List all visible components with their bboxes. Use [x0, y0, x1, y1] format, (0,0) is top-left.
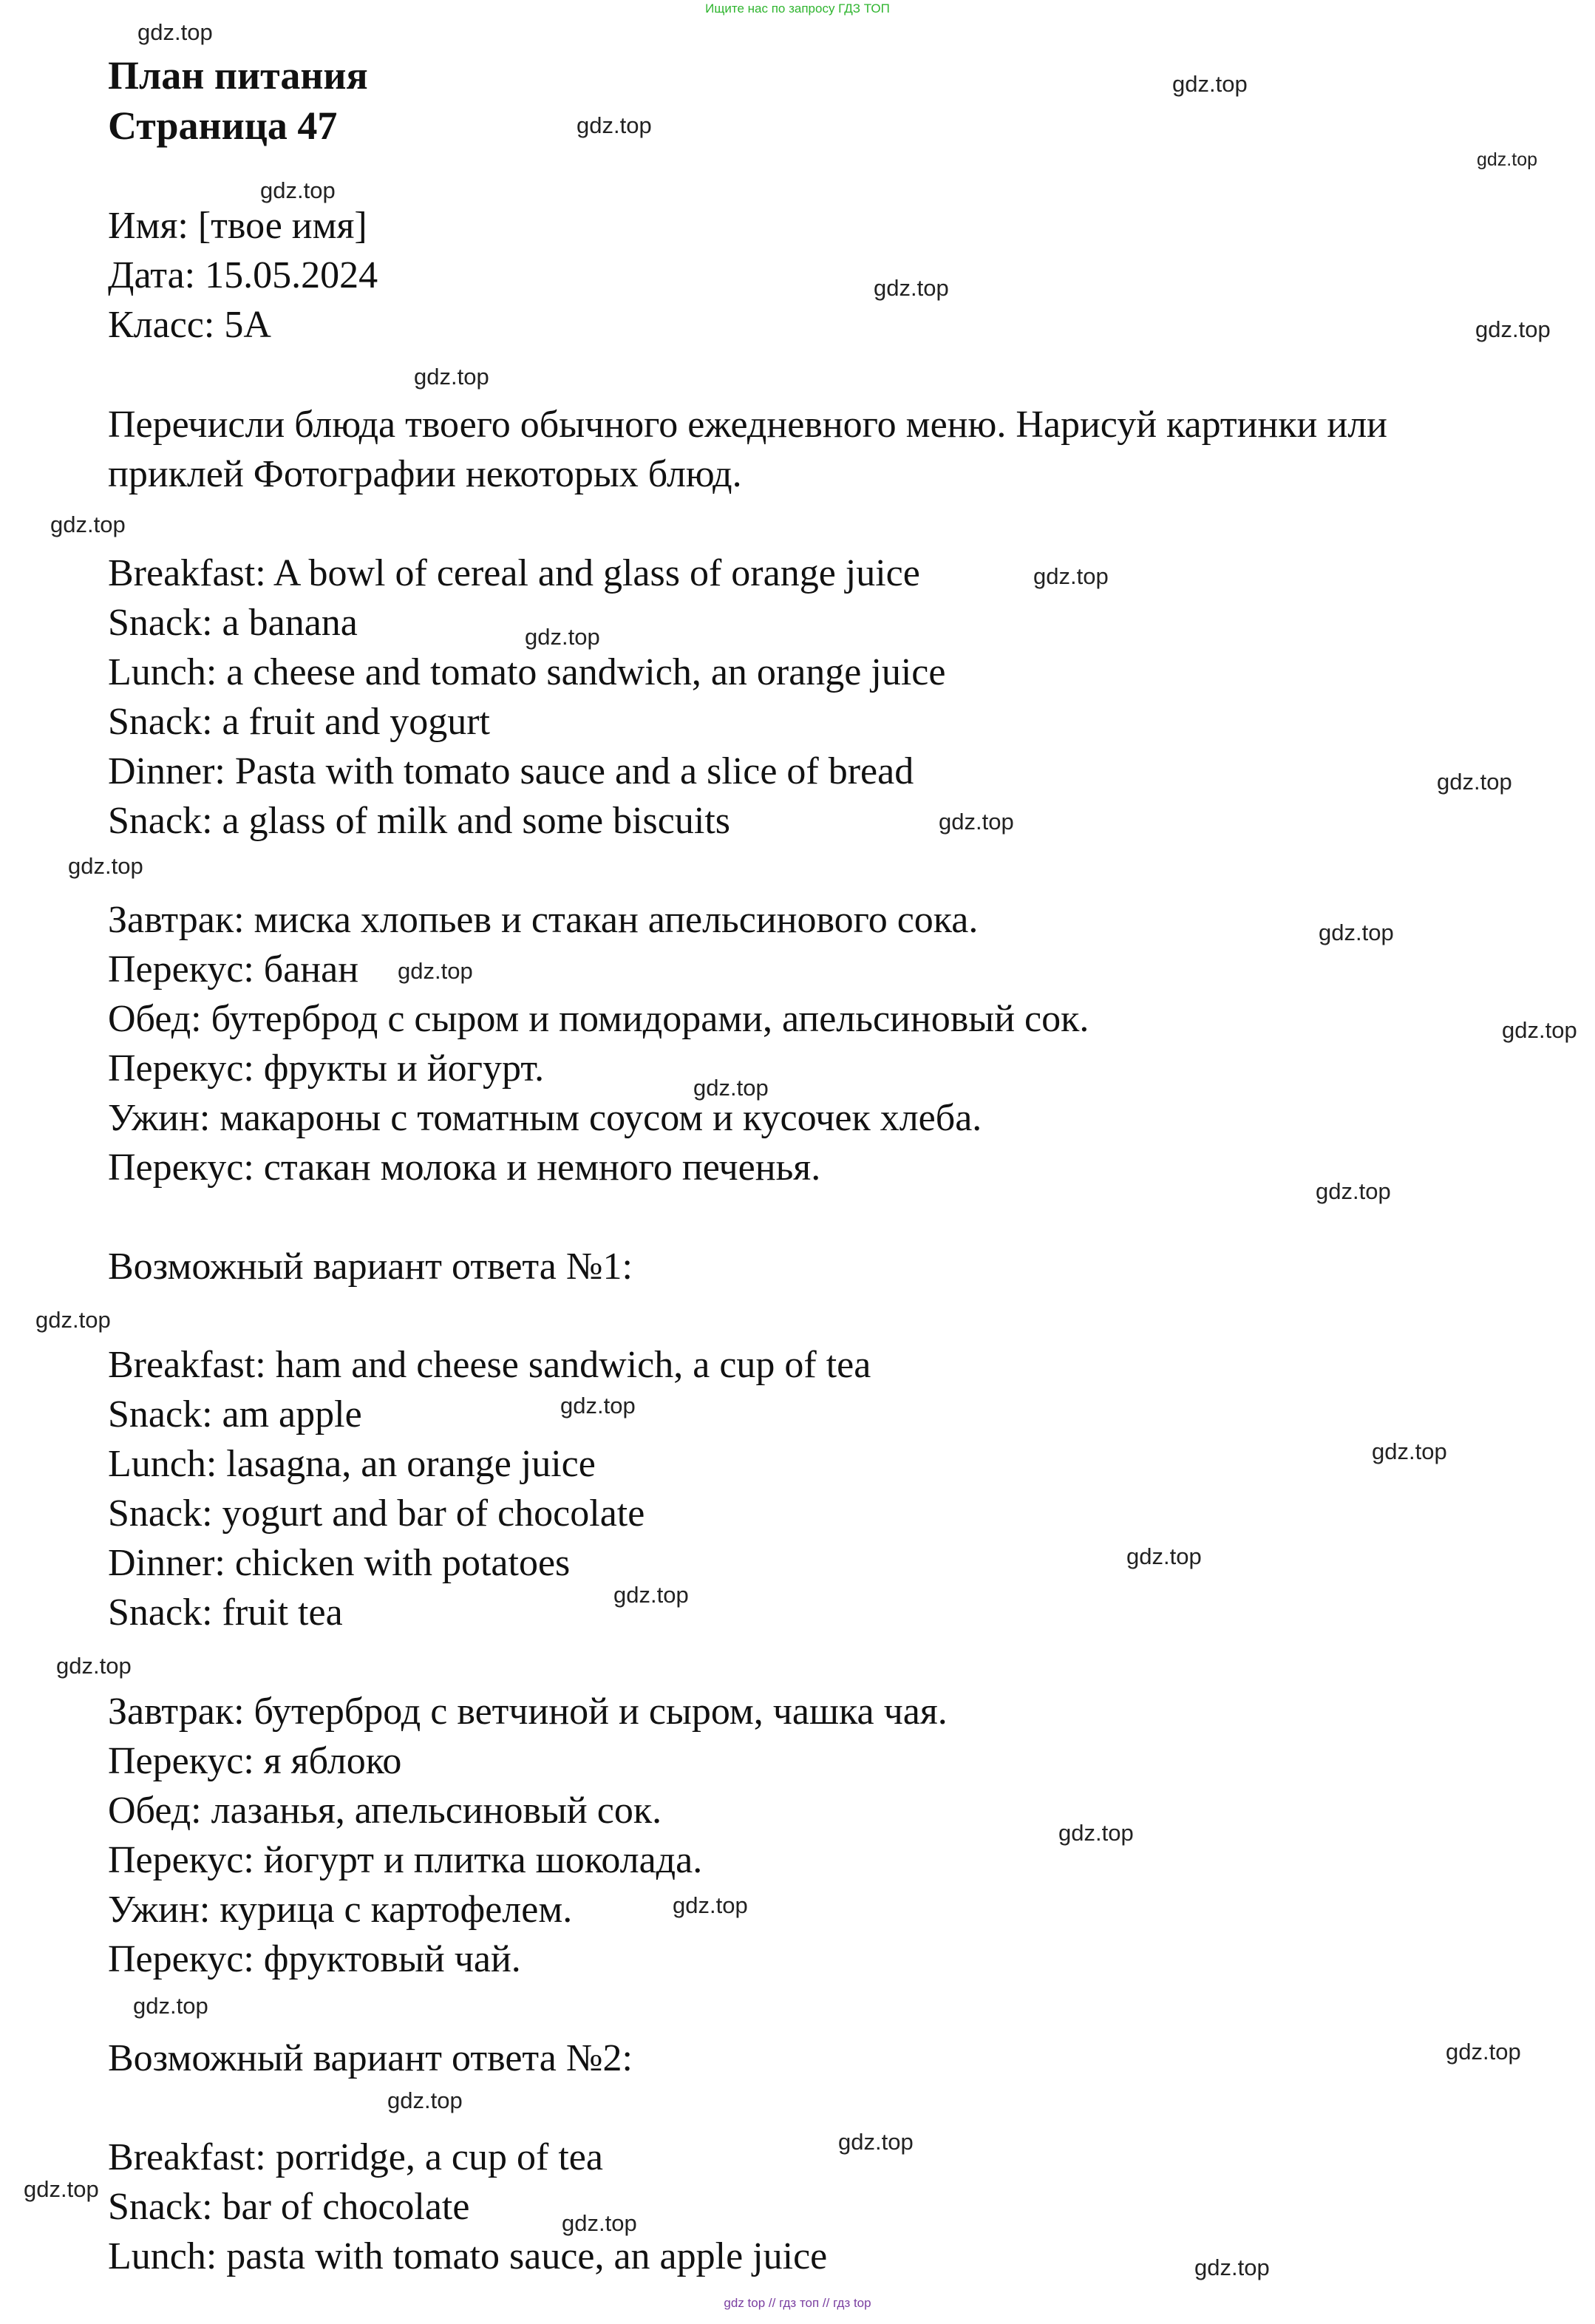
watermark: gdz.top [560, 1393, 636, 1418]
watermark: gdz.top [874, 275, 949, 301]
variant-1-en-dinner: Dinner: chicken with potatoes [108, 1542, 571, 1584]
variant-1-en-snack-1: Snack: am apple [108, 1393, 362, 1435]
watermark: gdz.top [577, 112, 652, 138]
watermark: gdz.top [56, 1653, 132, 1679]
watermark: gdz.top [1316, 1178, 1391, 1204]
watermark: gdz.top [1437, 769, 1512, 795]
menu-en-dinner: Dinner: Pasta with tomato sauce and a slice of bread [108, 750, 914, 792]
watermark: gdz.top [1502, 1017, 1577, 1043]
watermark: gdz.top [939, 809, 1014, 835]
variant-1-ru-snack-3: Перекус: фруктовый чай. [108, 1938, 521, 1980]
watermark: gdz.top [35, 1307, 111, 1333]
bottom-banner[interactable]: gdz top // гдз топ // гдз top [724, 2296, 871, 2310]
watermark: gdz.top [562, 2210, 637, 2236]
variant-1-ru-dinner: Ужин: курица с картофелем. [108, 1889, 573, 1931]
class-field: Класс: 5А [108, 304, 271, 346]
name-field: Имя: [твое имя] [108, 205, 367, 247]
menu-ru-snack-2: Перекус: фрукты и йогурт. [108, 1047, 545, 1090]
watermark: gdz.top [525, 624, 600, 650]
variant-1-en-snack-2: Snack: yogurt and bar of chocolate [108, 1492, 645, 1535]
variant-1-heading: Возможный вариант ответа №1: [108, 1246, 633, 1288]
top-banner[interactable]: Ищите нас по запросу ГДЗ ТОП [705, 1, 890, 16]
menu-ru-dinner: Ужин: макароны с томатным соусом и кусочек хлеба. [108, 1097, 982, 1139]
watermark: gdz.top [693, 1075, 769, 1101]
watermark: gdz.top [68, 853, 143, 879]
watermark: gdz.top [1033, 563, 1109, 589]
menu-ru-lunch: Обед: бутерброд с сыром и помидорами, апельсиновый сок. [108, 998, 1089, 1040]
watermark: gdz.top [133, 1993, 208, 2019]
watermark: gdz.top [1446, 2039, 1521, 2065]
variant-2-heading: Возможный вариант ответа №2: [108, 2037, 633, 2079]
menu-en-snack-1: Snack: a banana [108, 602, 358, 644]
watermark: gdz.top [1319, 920, 1394, 945]
variant-1-ru-snack-1: Перекус: я яблоко [108, 1740, 402, 1782]
page-number: Страница 47 [108, 103, 338, 148]
watermark: gdz.top [1372, 1438, 1447, 1464]
menu-en-snack-3: Snack: a glass of milk and some biscuits [108, 800, 731, 842]
menu-en-snack-2: Snack: a fruit and yogurt [108, 701, 490, 743]
watermark: gdz.top [1477, 149, 1538, 170]
variant-1-ru-lunch: Обед: лазанья, апельсиновый сок. [108, 1790, 662, 1832]
watermark: gdz.top [398, 958, 473, 984]
document-title: План питания [108, 53, 368, 98]
menu-en-breakfast: Breakfast: A bowl of cereal and glass of orange juice [108, 552, 920, 594]
date-field: Дата: 15.05.2024 [108, 254, 378, 296]
variant-1-en-lunch: Lunch: lasagna, an orange juice [108, 1443, 596, 1485]
watermark: gdz.top [1126, 1543, 1202, 1569]
task-line-2: приклей Фотографии некоторых блюд. [108, 453, 742, 495]
watermark: gdz.top [414, 364, 489, 390]
watermark: gdz.top [1058, 1820, 1134, 1846]
watermark: gdz.top [1194, 2255, 1270, 2280]
watermark: gdz.top [24, 2176, 99, 2202]
watermark: gdz.top [1172, 71, 1248, 97]
watermark: gdz.top [613, 1582, 689, 1608]
menu-ru-snack-1: Перекус: банан [108, 948, 359, 991]
menu-ru-breakfast: Завтрак: миска хлопьев и стакан апельсинового сока. [108, 899, 979, 941]
watermark: gdz.top [260, 177, 336, 203]
menu-ru-snack-3: Перекус: стакан молока и немного печенья. [108, 1146, 821, 1189]
watermark: gdz.top [387, 2087, 463, 2113]
watermark: gdz.top [673, 1892, 748, 1918]
menu-en-lunch: Lunch: a cheese and tomato sandwich, an orange juice [108, 651, 946, 693]
watermark: gdz.top [838, 2129, 914, 2155]
watermark: gdz.top [1475, 316, 1551, 342]
variant-2-en-snack: Snack: bar of chocolate [108, 2186, 470, 2228]
variant-1-en-breakfast: Breakfast: ham and cheese sandwich, a cup of tea [108, 1344, 871, 1386]
variant-1-ru-breakfast: Завтрак: бутерброд с ветчиной и сыром, чашка чая. [108, 1691, 948, 1733]
variant-2-en-lunch: Lunch: pasta with tomato sauce, an apple juice [108, 2235, 828, 2277]
variant-2-en-breakfast: Breakfast: porridge, a cup of tea [108, 2136, 603, 2178]
watermark: gdz.top [50, 512, 126, 537]
variant-1-ru-snack-2: Перекус: йогурт и плитка шоколада. [108, 1839, 703, 1881]
variant-1-en-snack-3: Snack: fruit tea [108, 1591, 343, 1634]
task-line-1: Перечисли блюда твоего обычного ежедневного меню. Нарисуй картинки или [108, 404, 1387, 446]
watermark: gdz.top [137, 19, 213, 45]
